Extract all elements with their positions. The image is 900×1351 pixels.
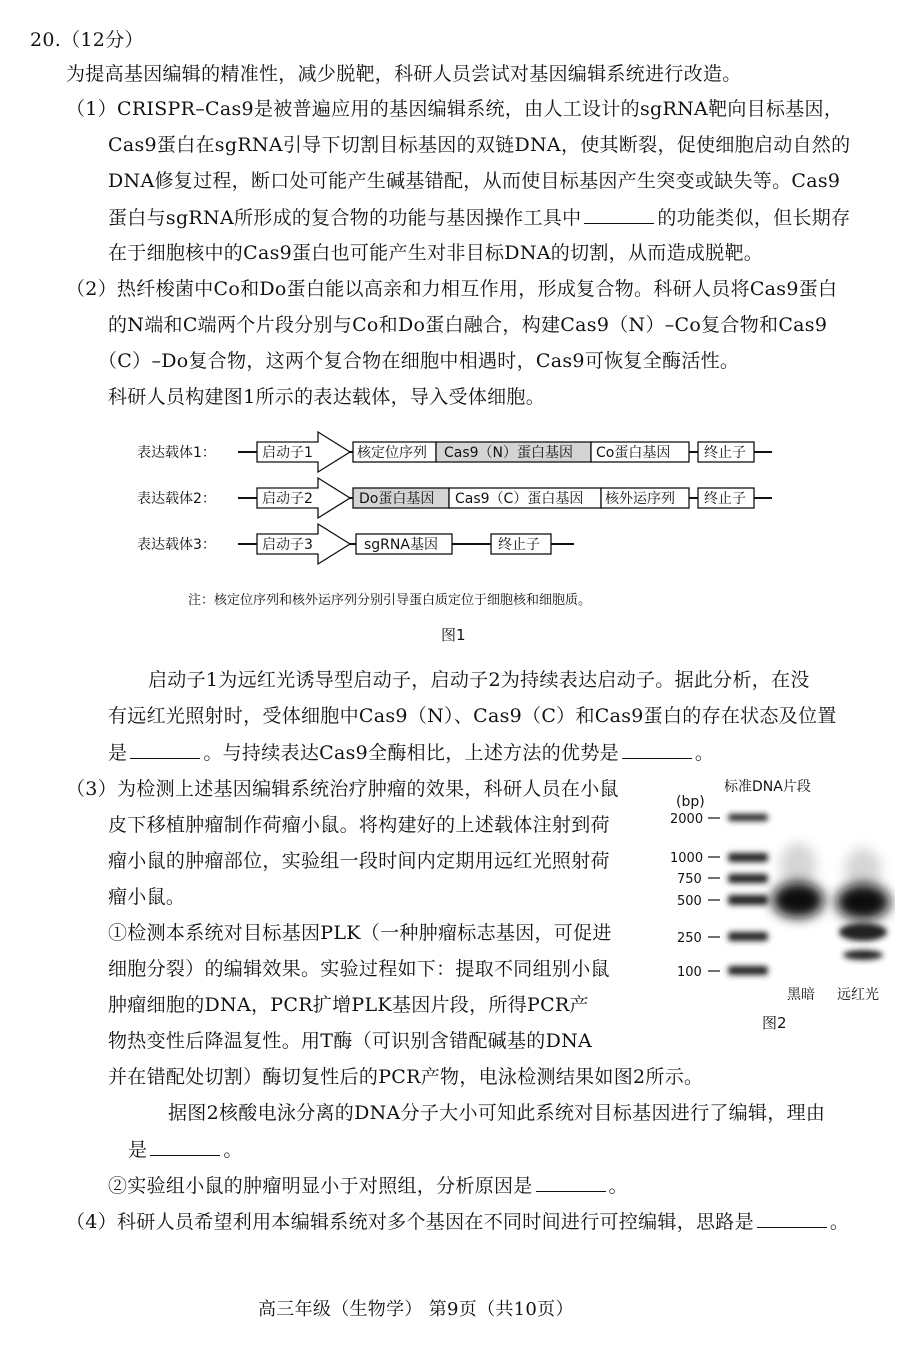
answer-blank-4[interactable] (150, 1137, 220, 1156)
ladder-band-100 (728, 966, 768, 975)
lane-farred (836, 848, 890, 960)
p2b-line-2: 有远红光照射时，受体细胞中Cas9（N）、Cas9（C）和Cas9蛋白的存在状态及位置 (108, 705, 837, 727)
figure-1-vectors (0, 420, 900, 650)
question-intro: 为提高基因编辑的精准性，减少脱靶，科研人员尝试对基因编辑系统进行改造。 (66, 63, 742, 85)
cas9n-label: Cas9（N）蛋白基因 (444, 445, 574, 461)
page-footer: 高三年级（生物学） 第9页（共10页） (258, 1299, 574, 1320)
p3-line-10: 据图2核酸电泳分离的DNA分子大小可知此系统对目标基因进行了编辑，理由 (168, 1102, 826, 1124)
lane-farred-band-300 (839, 923, 887, 941)
nls-label: 核定位序列 (357, 445, 427, 461)
cas9c-label: Cas9（C）蛋白基因 (455, 491, 584, 507)
ladder-band-250 (728, 932, 768, 941)
ladder-band-500 (728, 895, 768, 905)
lane-farred-band-150 (843, 950, 883, 960)
p3-line-11: 是 。 (128, 1139, 243, 1161)
p2-line-1: （2）热纤梭菌中Co和Do蛋白能以高亲和力相互作用，形成复合物。科研人员将Cas9蛋白 (66, 278, 838, 300)
vector-1-label: 表达载体1： (137, 445, 216, 461)
promoter-2-label: 启动子2 (262, 491, 313, 507)
figure-2-gel (660, 770, 895, 1035)
question-number: 20.（12分） (30, 29, 144, 51)
ladder-2000-label: 2000 (670, 812, 704, 827)
do-label: Do蛋白基因 (359, 491, 435, 507)
answer-blank-5[interactable] (536, 1173, 606, 1192)
ladder-band-750 (728, 874, 768, 883)
sgrna-label: sgRNA基因 (364, 537, 438, 553)
lane-dark-label: 黑暗 (787, 987, 815, 1003)
figure-2-caption: 图2 (762, 1014, 787, 1032)
promoter-1-label: 启动子1 (262, 445, 313, 461)
lane-dark-band-500 (772, 882, 824, 918)
p2-line-2: 的N端和C端两个片段分别与Co和Do蛋白融合，构建Cas9（N）–Co复合物和Cas9 (108, 314, 828, 336)
p1-line-5: 在于细胞核中的Cas9蛋白也可能产生对非目标DNA的切割，从而造成脱靶。 (108, 242, 764, 264)
p3-line-5: ①检测本系统对目标基因PLK（一种肿瘤标志基因，可促进 (108, 922, 612, 944)
promoter-3-label: 启动子3 (262, 537, 313, 553)
p3-line-2: 皮下移植肿瘤制作荷瘤小鼠。将构建好的上述载体注射到荷 (108, 814, 610, 836)
p3-line-3: 瘤小鼠的肿瘤部位，实验组一段时间内定期用远红光照射荷 (108, 850, 610, 872)
p2-line-3: （C）–Do复合物，这两个复合物在细胞中相遇时，Cas9可恢复全酶活性。 (98, 350, 740, 372)
p2b-line-1: 启动子1为远红光诱导型启动子，启动子2为持续表达启动子。据此分析，在没 (148, 669, 810, 691)
p2-line-4: 科研人员构建图1所示的表达载体，导入受体细胞。 (108, 386, 545, 408)
figure-1-note: 注：核定位序列和核外运序列分别引导蛋白质定位于细胞核和细胞质。 (188, 593, 592, 608)
nes-label: 核外运序列 (605, 491, 675, 507)
answer-blank-3[interactable] (622, 740, 692, 759)
p3-line-6: 细胞分裂）的编辑效果。实验过程如下：提取不同组别小鼠 (108, 958, 610, 980)
p3-line-1: （3）为检测上述基因编辑系统治疗肿瘤的效果，科研人员在小鼠 (66, 778, 619, 800)
p1-line-4: 蛋白与sgRNA所形成的复合物的功能与基因操作工具中 的功能类似，但长期存 (108, 207, 851, 229)
p3-line-12: ②实验组小鼠的肿瘤明显小于对照组，分析原因是 。 (108, 1175, 628, 1197)
p3-line-4: 瘤小鼠。 (108, 886, 186, 908)
p1-line-2: Cas9蛋白在sgRNA引导下切割目标基因的双链DNA，使其断裂，促使细胞启动自然的 (108, 134, 851, 156)
terminator-3-label: 终止子 (498, 537, 540, 553)
ladder-250-label: 250 (677, 931, 702, 946)
answer-blank-1[interactable] (584, 205, 654, 224)
p3-line-7: 肿瘤细胞的DNA，PCR扩增PLK基因片段，所得PCR产 (108, 994, 589, 1016)
ladder-band-2000 (728, 814, 768, 821)
vector-3-label: 表达载体3： (137, 537, 216, 553)
answer-blank-6[interactable] (757, 1209, 827, 1228)
p1-line-1: （1）CRISPR–Cas9是被普遍应用的基因编辑系统，由人工设计的sgRNA靶向目标基因， (66, 98, 844, 120)
p1-line-3: DNA修复过程，断口处可能产生碱基错配，从而使目标基因产生突变或缺失等。Cas9 (108, 170, 841, 192)
ladder-750-label: 750 (677, 872, 702, 887)
lane-dark (772, 843, 824, 918)
ladder-500-label: 500 (677, 894, 702, 909)
vector-2-label: 表达载体2： (137, 491, 216, 507)
co-label: Co蛋白基因 (596, 445, 671, 461)
figure-1-caption: 图1 (441, 626, 466, 644)
answer-blank-2[interactable] (130, 740, 200, 759)
ladder-band-1000 (728, 853, 768, 862)
p4-line-1: （4）科研人员希望利用本编辑系统对多个基因在不同时间进行可控编辑，思路是 。 (66, 1211, 850, 1233)
p3-line-9: 并在错配处切割）酶切复性后的PCR产物，电泳检测结果如图2所示。 (108, 1066, 704, 1088)
gel-unit: (bp) (676, 794, 705, 810)
ladder-1000-label: 1000 (670, 851, 704, 866)
lane-farred-label: 远红光 (837, 987, 879, 1003)
ladder-100-label: 100 (677, 965, 702, 980)
terminator-2-label: 终止子 (704, 491, 746, 507)
terminator-1-label: 终止子 (704, 445, 746, 461)
lane-farred-band-500 (836, 884, 890, 920)
p2b-line-3: 是 。与持续表达Cas9全酶相比，上述方法的优势是 。 (108, 742, 715, 764)
p3-line-8: 物热变性后降温复性。用T酶（可识别含错配碱基的DNA (108, 1030, 593, 1052)
gel-title: 标准DNA片段 (724, 779, 811, 795)
